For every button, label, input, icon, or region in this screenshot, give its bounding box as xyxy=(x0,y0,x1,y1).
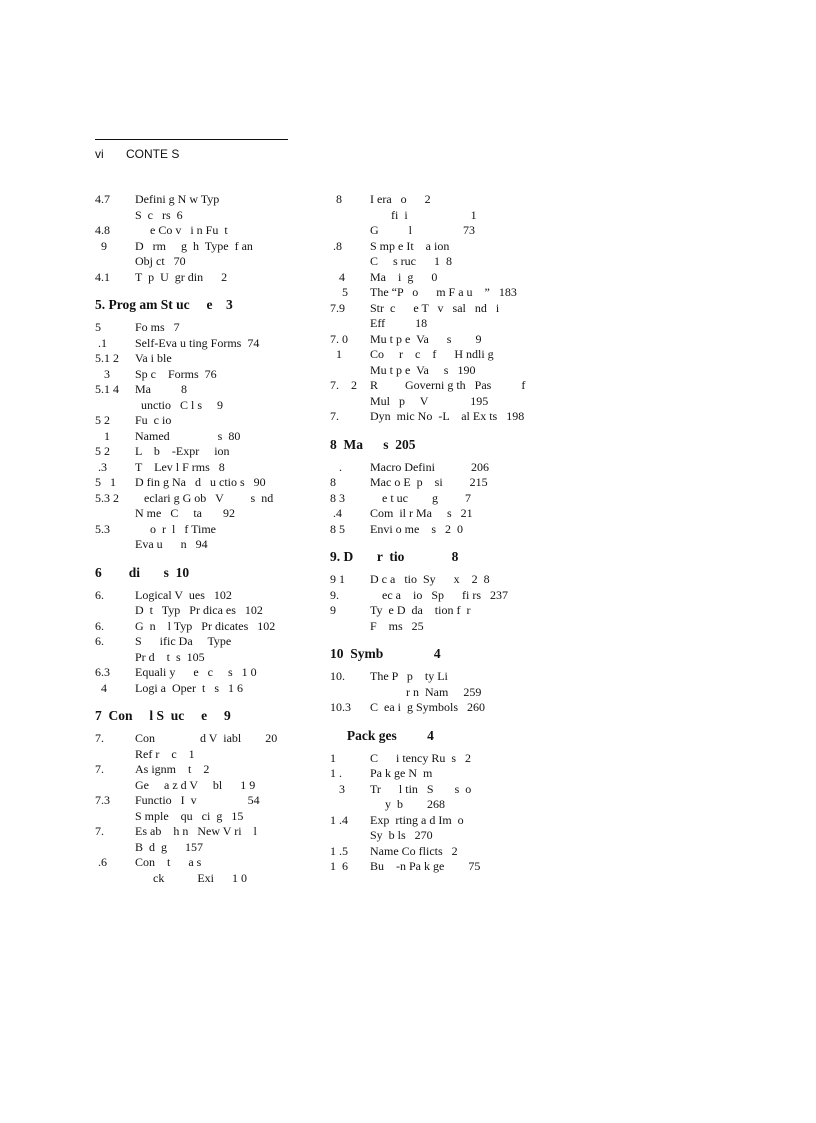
section-title xyxy=(370,859,560,875)
section-number: 7.3 xyxy=(95,793,110,807)
section-title xyxy=(370,588,560,604)
section-title xyxy=(135,475,310,491)
section-title-line: C ea i g Symbols 260 xyxy=(370,700,486,714)
section-number: 10.3 xyxy=(330,700,351,714)
section-title xyxy=(135,793,310,824)
section-title-line: The P p ty Li xyxy=(370,669,448,683)
toc-entry xyxy=(330,347,560,378)
section-title-line: D rm g h Type f an xyxy=(135,238,253,253)
section-title xyxy=(135,336,310,352)
toc-entry xyxy=(95,429,310,445)
section-title xyxy=(135,223,310,239)
section-number: 1 6 xyxy=(330,859,348,873)
section-number: 6. xyxy=(95,618,104,633)
section-title xyxy=(135,398,310,414)
section-title-line: e t uc g 7 xyxy=(370,490,471,505)
section-title xyxy=(370,603,560,634)
toc-right-column xyxy=(330,192,560,875)
section-title-line: L b -Expr ion xyxy=(135,444,230,458)
toc-entry xyxy=(330,332,560,348)
running-head xyxy=(95,147,179,161)
chapter-heading-box xyxy=(95,297,310,313)
chapter-heading-box xyxy=(330,728,560,744)
section-number: 9 1 xyxy=(330,572,345,586)
section-title xyxy=(135,239,310,270)
toc-entry xyxy=(330,491,560,507)
section-title-line: o r l f Time xyxy=(135,521,217,536)
section-title-line: S c rs 6 xyxy=(135,207,183,222)
section-title-line: Defini g N w Typ xyxy=(135,192,220,206)
section-title xyxy=(135,491,310,522)
section-number: 4.7 xyxy=(95,192,110,206)
section-title-line: ec a io Sp fi rs 237 xyxy=(370,587,508,602)
section-title-line: N me C ta 92 xyxy=(135,506,235,520)
section-title xyxy=(370,409,560,425)
section-title xyxy=(135,588,310,619)
section-number: 7. xyxy=(95,762,104,776)
section-title xyxy=(370,378,560,409)
section-number: 6.3 xyxy=(95,665,110,679)
section-title-line: S mp e It a ion xyxy=(370,238,450,253)
section-number: 5.1 2 xyxy=(95,351,119,365)
section-title-line: unctio C l s 9 xyxy=(135,397,224,412)
section-title-line: The “P o m F a u ” 183 xyxy=(370,285,517,299)
section-number xyxy=(95,398,135,414)
toc-entry xyxy=(95,223,310,239)
section-title-line: Eva u n 94 xyxy=(135,537,208,551)
section-number: 6. xyxy=(95,587,104,602)
toc-entry xyxy=(95,665,310,681)
section-title-line: Ma 8 xyxy=(135,382,187,396)
toc-entry xyxy=(95,413,310,429)
section-number: 7. 0 xyxy=(330,331,348,346)
toc-entry xyxy=(330,378,560,409)
section-title-line: Tr l tin S s o xyxy=(370,781,472,796)
chapter-heading-box xyxy=(330,437,560,453)
section-title xyxy=(135,762,310,793)
section-title xyxy=(135,522,310,553)
section-number: 7. 2 xyxy=(330,378,357,392)
header-rule xyxy=(95,139,288,140)
toc-entry xyxy=(95,793,310,824)
section-title-line: Exp rting a d Im o xyxy=(370,812,464,827)
toc-entry xyxy=(330,588,560,604)
toc-entry xyxy=(95,491,310,522)
toc-left-column xyxy=(95,192,310,886)
section-number: .6 xyxy=(95,855,107,869)
section-number: 3 xyxy=(95,366,110,381)
section-title-line: Com il r Ma s 21 xyxy=(370,506,473,520)
chapter-heading: 7 Con l S uc e 9 xyxy=(95,708,231,723)
toc-entry xyxy=(330,844,560,860)
section-title xyxy=(135,665,310,681)
section-title-line: Ref r c 1 xyxy=(135,746,195,761)
section-title xyxy=(370,766,560,782)
section-title-line: Fo ms 7 xyxy=(135,320,180,334)
section-number: 5 2 xyxy=(95,413,110,427)
section-title-line: Named s 80 xyxy=(135,428,241,443)
section-title xyxy=(370,192,560,239)
toc-entry xyxy=(95,460,310,476)
section-number: 9 xyxy=(95,238,107,253)
toc-entry xyxy=(330,700,560,716)
toc-entry xyxy=(330,239,560,270)
section-title-line: D t Typ Pr dica es 102 xyxy=(135,603,263,617)
section-title-line: I era o 2 xyxy=(370,192,431,206)
section-title-line: eclari g G ob V s nd xyxy=(135,490,274,505)
section-title xyxy=(135,619,310,635)
section-number: 1 xyxy=(95,428,110,443)
toc-entry xyxy=(95,762,310,793)
toc-entry xyxy=(95,351,310,367)
chapter-heading: Pack ges 4 xyxy=(330,727,434,743)
toc-entry xyxy=(330,192,560,239)
section-title-line: Sy b ls 270 xyxy=(370,828,433,842)
section-number: 8 3 xyxy=(330,490,345,505)
section-title-line: D fin g Na d u ctio s 90 xyxy=(135,475,266,489)
section-number: 1 . xyxy=(330,766,342,780)
toc-entry xyxy=(95,634,310,665)
chapter-heading: 5. Prog am St uc e 3 xyxy=(95,297,233,312)
section-number: 5.3 xyxy=(95,521,110,536)
toc-entry xyxy=(95,522,310,553)
section-title xyxy=(370,813,560,844)
toc-entry xyxy=(95,619,310,635)
toc-entry xyxy=(330,301,560,332)
section-title-line: Logi a Oper t s 1 6 xyxy=(135,680,243,695)
section-title-line: T Lev l F rms 8 xyxy=(135,459,225,474)
toc-entry xyxy=(330,669,560,700)
section-number: 9. xyxy=(330,587,339,602)
section-title-line: Name Co flicts 2 xyxy=(370,843,458,858)
section-title-line: Obj ct 70 xyxy=(135,254,186,268)
section-title xyxy=(370,332,560,348)
section-number: 1 .5 xyxy=(330,843,348,858)
section-title-line: Mac o E p si 215 xyxy=(370,475,488,489)
toc-entry xyxy=(330,782,560,813)
chapter-heading: 9. D r tio 8 xyxy=(330,549,459,564)
toc-entry xyxy=(95,681,310,697)
toc-entry xyxy=(330,285,560,301)
section-number: 9 xyxy=(330,603,336,617)
section-title xyxy=(370,239,560,270)
section-title-line: S ific Da Type xyxy=(135,634,232,648)
section-title-line: Self-Eva u ting Forms 74 xyxy=(135,335,260,350)
section-title-line: C i tency Ru s 2 xyxy=(370,750,471,765)
toc-entry xyxy=(95,239,310,270)
section-number: 8 xyxy=(330,475,336,489)
section-title xyxy=(370,347,560,378)
section-title xyxy=(370,491,560,507)
section-title-line: y b 268 xyxy=(370,797,445,811)
section-title-line: Con d V iabl 20 xyxy=(135,731,278,745)
section-number: 7. xyxy=(95,824,104,838)
section-number: 4 xyxy=(330,269,345,284)
section-number: 1 xyxy=(330,750,336,765)
section-title xyxy=(370,475,560,491)
section-number: 1 xyxy=(330,347,342,361)
section-title xyxy=(135,824,310,855)
toc-entry xyxy=(95,588,310,619)
section-title-line: Str c e T v sal nd i xyxy=(370,300,500,315)
section-title-line: Equali y e c s 1 0 xyxy=(135,665,257,679)
section-title-line: e Co v i n Fu t xyxy=(135,223,228,237)
section-title-line: Ma i g 0 xyxy=(370,269,438,284)
section-number: 5 2 xyxy=(95,444,110,458)
section-title xyxy=(370,700,560,716)
section-number: 3 xyxy=(330,781,345,796)
section-title xyxy=(370,572,560,588)
section-number: 7. xyxy=(95,731,104,745)
section-title xyxy=(135,192,310,223)
running-title: CONTE S xyxy=(126,147,180,161)
toc-entry xyxy=(95,270,310,286)
section-title-line: Pr d t s 105 xyxy=(135,649,205,664)
section-number: 7.9 xyxy=(330,300,345,315)
toc-entry xyxy=(95,367,310,383)
section-title xyxy=(370,301,560,332)
section-title-line: Eff 18 xyxy=(370,316,428,330)
section-number: 5.3 2 xyxy=(95,490,119,505)
section-number: 1 .4 xyxy=(330,812,348,827)
toc-entry xyxy=(95,320,310,336)
section-title xyxy=(370,669,560,700)
section-number: 10. xyxy=(330,669,345,683)
toc-entry xyxy=(330,766,560,782)
section-title-line: T p U gr din 2 xyxy=(135,269,228,284)
section-title-line: G n l Typ Pr dicates 102 xyxy=(135,618,276,633)
chapter-heading: 10 Symb 4 xyxy=(330,646,441,661)
section-title xyxy=(135,382,310,398)
toc-entry xyxy=(330,751,560,767)
chapter-heading: 8 Ma s 205 xyxy=(330,436,416,452)
section-title xyxy=(370,460,560,476)
section-title-line: Sp c Forms 76 xyxy=(135,366,217,381)
section-title xyxy=(135,634,310,665)
section-title-line: C s ruc 1 8 xyxy=(370,254,452,268)
chapter-heading-box xyxy=(330,646,560,662)
section-title xyxy=(135,731,310,762)
toc-entry xyxy=(330,813,560,844)
chapter-heading-box xyxy=(95,565,310,581)
section-title-line: Logical V ues 102 xyxy=(135,587,232,602)
section-title-line: R Governi g th Pas f xyxy=(370,378,526,392)
toc-entry xyxy=(330,270,560,286)
toc-entry xyxy=(330,859,560,875)
section-title xyxy=(135,429,310,445)
toc-entry xyxy=(330,475,560,491)
section-title-line: Mu t p e Va s 190 xyxy=(370,362,476,377)
section-title xyxy=(135,444,310,460)
section-title-line: S mple qu ci g 15 xyxy=(135,808,244,823)
section-number: 8 xyxy=(330,192,342,206)
section-title-line: Co r c f H ndli g xyxy=(370,347,494,361)
section-title-line: Ty e D da tion f r xyxy=(370,603,471,617)
toc-entry xyxy=(330,572,560,588)
section-title-line: Fu c io xyxy=(135,413,172,427)
section-title-line: fi i 1 xyxy=(370,207,477,222)
section-title-line: Ge a z d V bl 1 9 xyxy=(135,777,256,792)
toc-entry xyxy=(330,522,560,538)
section-title-line: Envi o me s 2 0 xyxy=(370,521,463,536)
section-title xyxy=(370,782,560,813)
toc-entry xyxy=(95,731,310,762)
toc-entry xyxy=(330,506,560,522)
section-title-line: G l 73 xyxy=(370,223,475,237)
section-number: 4 xyxy=(95,680,107,695)
section-title xyxy=(370,844,560,860)
section-title-line: Mu t p e Va s 9 xyxy=(370,331,482,346)
section-number: . xyxy=(330,459,342,474)
section-number: 6. xyxy=(95,634,104,648)
section-title-line: Bu -n Pa k ge 75 xyxy=(370,859,481,873)
section-number: .4 xyxy=(330,506,342,520)
section-title-line: ck Exi 1 0 xyxy=(135,870,247,885)
toc-entry xyxy=(95,336,310,352)
section-number: 5.1 4 xyxy=(95,382,119,396)
section-title-line: F ms 25 xyxy=(370,618,424,633)
section-title-line: Es ab h n New V ri l xyxy=(135,824,257,838)
section-number: 7. xyxy=(330,409,339,423)
toc-entry xyxy=(330,460,560,476)
toc-entry xyxy=(95,475,310,491)
section-number: 4.8 xyxy=(95,223,110,237)
section-title-line: D c a tio Sy x 2 8 xyxy=(370,572,490,586)
chapter-heading: 6 di s 10 xyxy=(95,564,190,580)
section-title-line: B d g 157 xyxy=(135,839,204,854)
chapter-heading-box xyxy=(330,549,560,565)
section-number: 8 5 xyxy=(330,521,345,536)
section-number: 5 xyxy=(95,320,101,334)
section-number: .3 xyxy=(95,459,107,474)
section-title xyxy=(370,522,560,538)
section-number: 4.1 xyxy=(95,269,110,284)
section-title-line: r n Nam 259 xyxy=(370,684,482,699)
toc-entry xyxy=(95,855,310,886)
section-number: .1 xyxy=(95,335,107,350)
section-title xyxy=(135,460,310,476)
section-title xyxy=(370,270,560,286)
toc-entry xyxy=(330,409,560,425)
toc-entry xyxy=(95,192,310,223)
section-title xyxy=(135,681,310,697)
section-number: 5 xyxy=(330,285,348,299)
section-title-line: Functio I v 54 xyxy=(135,793,260,807)
section-title-line: Pa k ge N m xyxy=(370,766,433,780)
toc-entry xyxy=(95,444,310,460)
section-title xyxy=(370,506,560,522)
section-title xyxy=(135,270,310,286)
section-number: 5 1 xyxy=(95,475,116,489)
section-title xyxy=(370,751,560,767)
section-title xyxy=(135,351,310,367)
toc-entry xyxy=(330,603,560,634)
section-title-line: Mul p V 195 xyxy=(370,393,489,408)
section-title-line: Va i ble xyxy=(135,351,172,365)
section-title xyxy=(135,855,310,886)
section-number: .8 xyxy=(330,238,342,253)
section-title xyxy=(135,413,310,429)
section-title-line: Macro Defini 206 xyxy=(370,459,489,474)
section-title-line: Con t a s xyxy=(135,855,202,869)
page-number: vi xyxy=(95,147,104,161)
toc-entry xyxy=(95,824,310,855)
toc-entry xyxy=(95,382,310,398)
section-title-line: Dyn mic No -L al Ex ts 198 xyxy=(370,409,525,423)
toc-entry xyxy=(95,398,310,414)
section-title xyxy=(135,320,310,336)
section-title-line: As ignm t 2 xyxy=(135,762,210,776)
chapter-heading-box xyxy=(95,708,310,724)
section-title xyxy=(135,367,310,383)
section-title xyxy=(370,285,560,301)
